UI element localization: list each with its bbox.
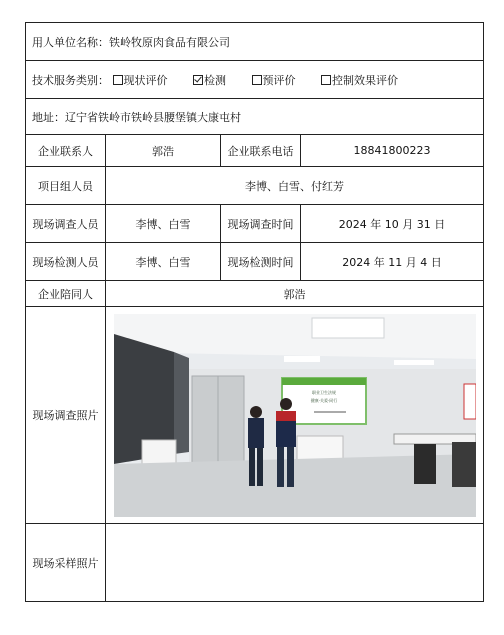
option-current-eval[interactable]: 现状评价 [113, 74, 168, 87]
option-detection[interactable]: 检测 [193, 74, 226, 87]
sampling-photo-label: 现场采样照片 [26, 524, 106, 602]
option-pre-eval[interactable]: 预评价 [252, 74, 296, 87]
survey-time: 2024 年 10 月 31 日 [301, 205, 484, 243]
team-row [26, 167, 484, 205]
detect-time-label: 现场检测时间 [221, 243, 301, 281]
escort-label: 企业陪同人 [26, 281, 106, 307]
record-table [25, 22, 484, 602]
survey-people: 李博、白雪 [106, 205, 221, 243]
service-label: 技术服务类别： [32, 73, 109, 87]
unit-row [26, 23, 484, 61]
survey-row [26, 205, 484, 243]
detect-row [26, 243, 484, 281]
detect-people: 李博、白雪 [106, 243, 221, 281]
svg-text:健康·关爱·同行: 健康·关爱·同行 [310, 397, 337, 403]
sampling-photo-row [26, 524, 484, 602]
escort-row [26, 281, 484, 307]
svg-text:职业卫生法规: 职业卫生法规 [311, 389, 336, 395]
checkbox-unchecked-icon [321, 75, 331, 85]
survey-photo [114, 314, 476, 517]
address-label: 地址： [32, 110, 65, 124]
contact-label: 企业联系人 [26, 135, 106, 167]
escort-value: 郭浩 [106, 281, 484, 307]
address-value: 辽宁省铁岭市铁岭县腰堡镇大康屯村 [65, 110, 241, 124]
survey-photo-row [26, 307, 484, 524]
service-row [26, 61, 484, 99]
survey-label: 现场调查人员 [26, 205, 106, 243]
sampling-photo-cell [106, 524, 484, 602]
phone-value: 18841800223 [301, 135, 484, 167]
address-row [26, 99, 484, 135]
team-value: 李博、白雪、付红芳 [106, 167, 484, 205]
option-control-eval[interactable]: 控制效果评价 [321, 74, 398, 87]
survey-photo-label: 现场调查照片 [26, 307, 106, 524]
detect-time: 2024 年 11 月 4 日 [301, 243, 484, 281]
unit-label: 用人单位名称： [32, 35, 109, 49]
phone-label: 企业联系电话 [221, 135, 301, 167]
checkbox-unchecked-icon [252, 75, 262, 85]
team-label: 项目组人员 [26, 167, 106, 205]
detect-label: 现场检测人员 [26, 243, 106, 281]
checkbox-checked-icon [193, 75, 203, 85]
contact-name: 郭浩 [106, 135, 221, 167]
contact-row [26, 135, 484, 167]
survey-time-label: 现场调查时间 [221, 205, 301, 243]
unit-value: 铁岭牧原肉食品有限公司 [109, 35, 230, 49]
checkbox-unchecked-icon [113, 75, 123, 85]
